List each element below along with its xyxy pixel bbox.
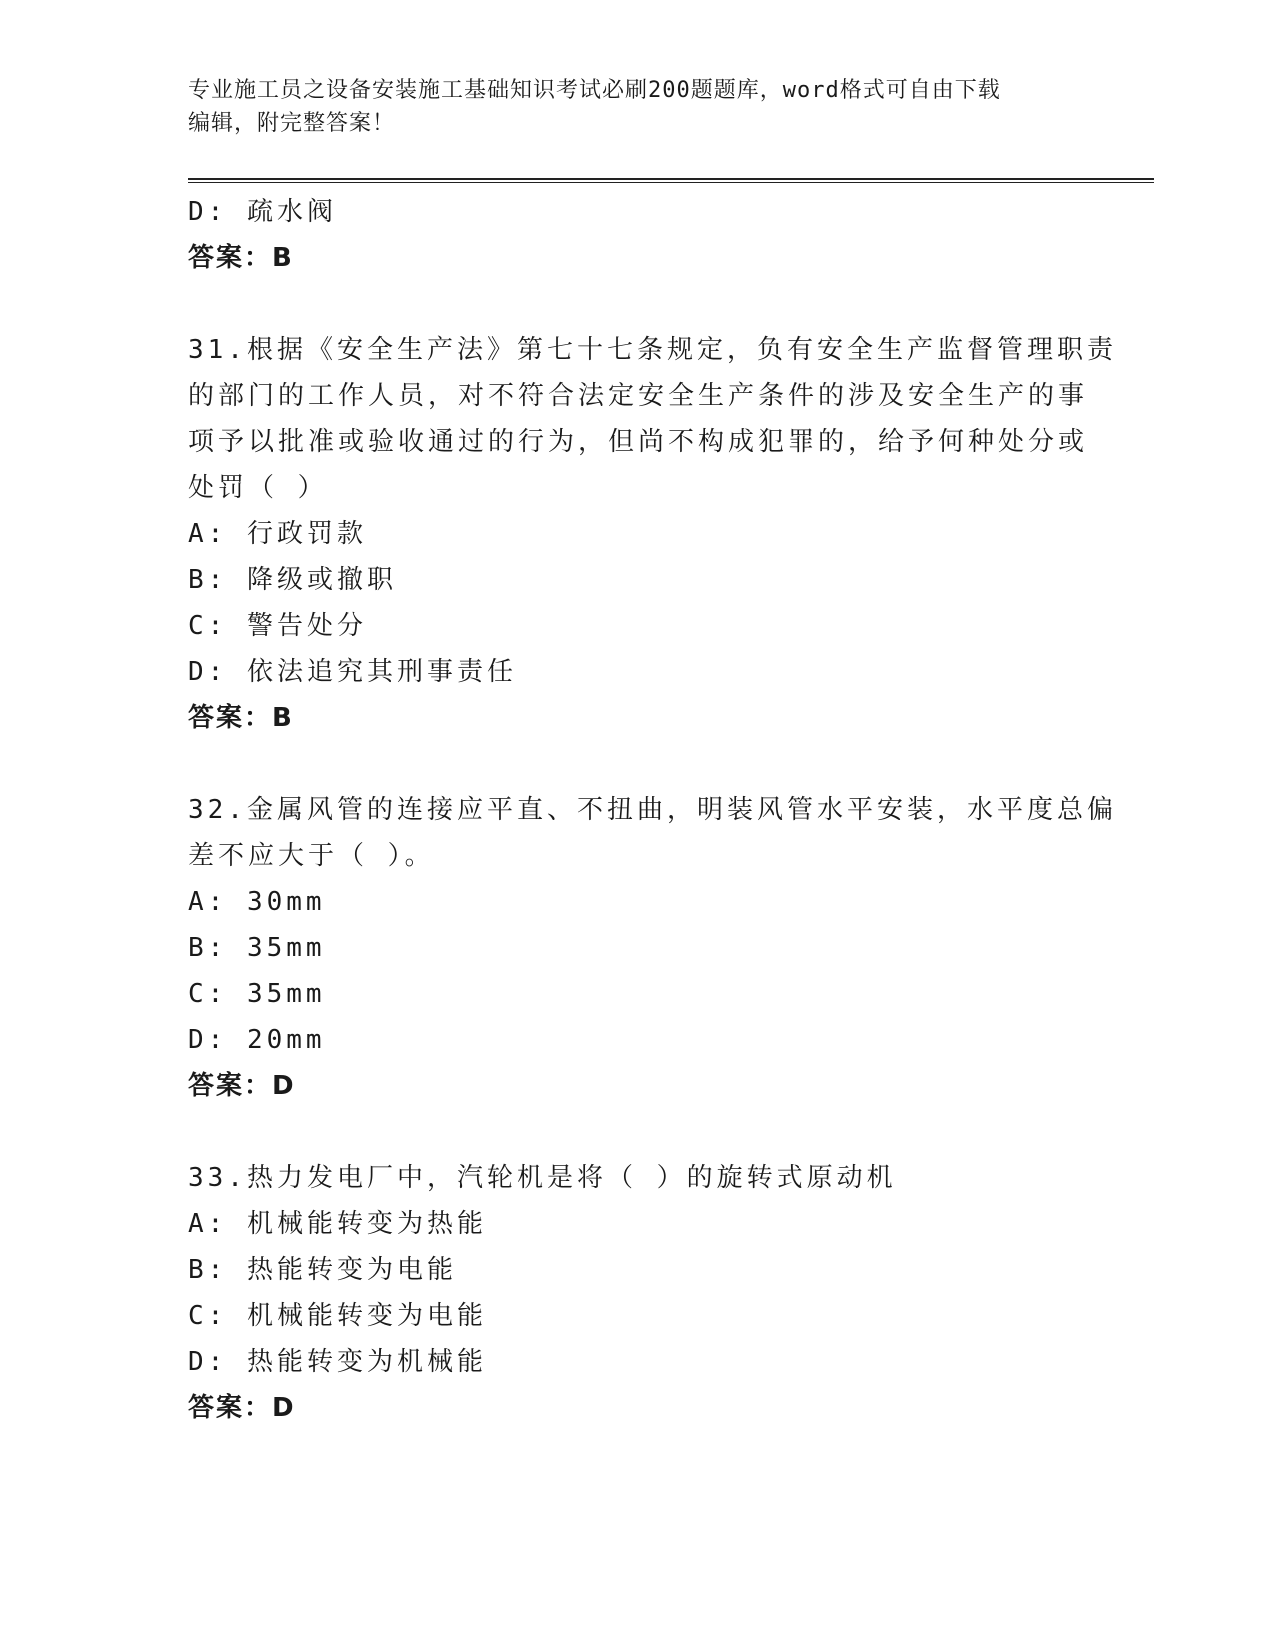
option-a: A: 机械能转变为热能 xyxy=(188,1209,487,1239)
option-c: C: 警告处分 xyxy=(188,611,367,641)
answer: 答案：D xyxy=(188,1393,296,1423)
page-header xyxy=(188,74,1068,140)
option-d: D: 依法追究其刑事责任 xyxy=(188,657,517,687)
option-a: A: 行政罚款 xyxy=(188,519,367,549)
question-stem-line: 33.热力发电厂中，汽轮机是将（ ）的旋转式原动机 xyxy=(188,1163,897,1193)
option-d: D: 20mm xyxy=(188,1025,326,1055)
document-body xyxy=(188,189,1117,1431)
spacer xyxy=(188,281,1088,327)
option-c: C: 机械能转变为电能 xyxy=(188,1301,487,1331)
header-line-1: 专业施工员之设备安装施工基础知识考试必刷200题题库，word格式可自由下载 xyxy=(188,78,1001,103)
option-a: A: 30mm xyxy=(188,887,326,917)
question-32 xyxy=(188,787,1117,1109)
answer: 答案：D xyxy=(188,1071,296,1101)
question-stem-line: 处罚（ ） xyxy=(188,473,328,503)
question-stem-line: 32.金属风管的连接应平直、不扭曲，明装风管水平安装，水平度总偏 xyxy=(188,795,1117,825)
answer: 答案：B xyxy=(188,243,294,273)
option-b: B: 热能转变为电能 xyxy=(188,1255,457,1285)
option-b: B: 35mm xyxy=(188,933,326,963)
header-line-2: 编辑，附完整答案！ xyxy=(188,111,396,136)
option-c: C: 35mm xyxy=(188,979,326,1009)
option-d: D: 疏水阀 xyxy=(188,197,337,227)
question-31 xyxy=(188,327,1117,741)
question-33 xyxy=(188,1155,1088,1431)
spacer xyxy=(188,741,1088,787)
option-d: D: 热能转变为机械能 xyxy=(188,1347,487,1377)
header-divider xyxy=(188,178,1154,183)
question-stem-line: 的部门的工作人员，对不符合法定安全生产条件的涉及安全生产的事 xyxy=(188,381,1089,411)
answer: 答案：B xyxy=(188,703,294,733)
question-stem-line: 差不应大于（ ）。 xyxy=(188,841,435,871)
option-b: B: 降级或撤职 xyxy=(188,565,397,595)
spacer xyxy=(188,1109,1088,1155)
question-stem-line: 项予以批准或验收通过的行为，但尚不构成犯罪的，给予何种处分或 xyxy=(188,427,1089,457)
question-stem-line: 31.根据《安全生产法》第七十七条规定，负有安全生产监督管理职责 xyxy=(188,335,1117,365)
